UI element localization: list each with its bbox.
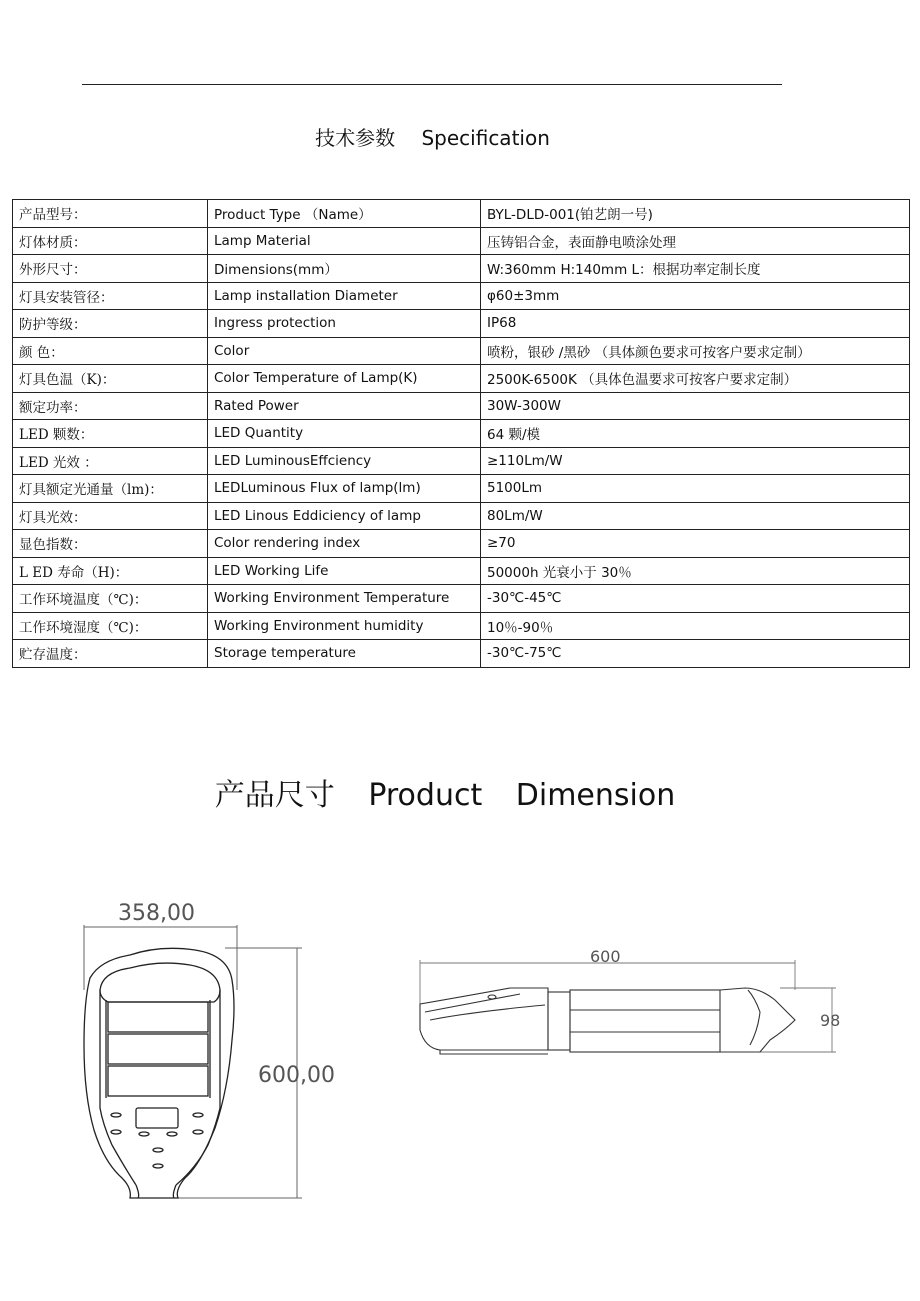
spec-en-label: LED LuminousEffciency bbox=[208, 447, 481, 475]
spec-cn-label: 产品型号： bbox=[13, 200, 208, 228]
spec-value: 64 颗/模 bbox=[481, 420, 910, 448]
spec-en-label: Working Environment humidity bbox=[208, 612, 481, 640]
spec-value: IP68 bbox=[481, 310, 910, 338]
table-row bbox=[13, 557, 910, 585]
spec-cn-label: 灯具光效： bbox=[13, 502, 208, 530]
table-row bbox=[13, 282, 910, 310]
spec-en-label: LEDLuminous Flux of lamp(lm) bbox=[208, 475, 481, 503]
table-row bbox=[13, 227, 910, 255]
spec-cn-label: 颜 色： bbox=[13, 337, 208, 365]
table-row bbox=[13, 337, 910, 365]
spec-cn-label: 额定功率： bbox=[13, 392, 208, 420]
side-length-label: 600 bbox=[590, 947, 621, 966]
table-row bbox=[13, 365, 910, 393]
table-row bbox=[13, 392, 910, 420]
spec-en-label: Working Environment Temperature bbox=[208, 585, 481, 613]
spec-en-label: Dimensions(mm） bbox=[208, 255, 481, 283]
table-row bbox=[13, 310, 910, 338]
spec-value: ≥110Lm/W bbox=[481, 447, 910, 475]
spec-value: BYL-DLD-001(铂艺朗一号) bbox=[481, 200, 910, 228]
spec-title-cn: 技术参数 bbox=[315, 126, 396, 150]
table-row bbox=[13, 255, 910, 283]
spec-value: 5100Lm bbox=[481, 475, 910, 503]
front-height-label: 600,00 bbox=[258, 1063, 335, 1088]
spec-cn-label: 显色指数： bbox=[13, 530, 208, 558]
spec-value: 10％-90％ bbox=[481, 612, 910, 640]
table-row bbox=[13, 502, 910, 530]
spec-cn-label: 灯具色温（K)： bbox=[13, 365, 208, 393]
spec-cn-label: 灯体材质： bbox=[13, 227, 208, 255]
spec-value: 30W-300W bbox=[481, 392, 910, 420]
spec-title bbox=[0, 122, 865, 151]
spec-cn-label: 防护等级： bbox=[13, 310, 208, 338]
spec-en-label: Storage temperature bbox=[208, 640, 481, 668]
spec-table bbox=[12, 199, 910, 668]
table-row bbox=[13, 530, 910, 558]
spec-en-label: Lamp Material bbox=[208, 227, 481, 255]
spec-value: 压铸铝合金，表面静电喷涂处理 bbox=[481, 227, 910, 255]
spec-en-label: Color rendering index bbox=[208, 530, 481, 558]
spec-en-label: Product Type （Name） bbox=[208, 200, 481, 228]
table-row bbox=[13, 200, 910, 228]
spec-value: 50000h 光衰小于 30％ bbox=[481, 557, 910, 585]
spec-en-label: LED Quantity bbox=[208, 420, 481, 448]
dim-title-cn: 产品尺寸 bbox=[214, 778, 335, 813]
spec-value: -30℃-45℃ bbox=[481, 585, 910, 613]
spec-en-label: Color bbox=[208, 337, 481, 365]
table-row bbox=[13, 420, 910, 448]
spec-value: 80Lm/W bbox=[481, 502, 910, 530]
spec-en-label: LED Working Life bbox=[208, 557, 481, 585]
top-rule bbox=[82, 84, 782, 85]
dimension-drawing bbox=[0, 880, 920, 1220]
spec-cn-label: L ED 寿命（H)： bbox=[13, 557, 208, 585]
spec-value: W:360mm H:140mm L：根据功率定制长度 bbox=[481, 255, 910, 283]
spec-cn-label: 工作环境温度（℃)： bbox=[13, 585, 208, 613]
spec-value: ≥70 bbox=[481, 530, 910, 558]
front-view-drawing bbox=[84, 925, 302, 1198]
spec-value: 2500K-6500K （具体色温要求可按客户要求定制） bbox=[481, 365, 910, 393]
spec-cn-label: 外形尺寸： bbox=[13, 255, 208, 283]
spec-cn-label: 灯具安装管径： bbox=[13, 282, 208, 310]
table-row bbox=[13, 612, 910, 640]
spec-cn-label: LED 颗数： bbox=[13, 420, 208, 448]
spec-value: 喷粉，银砂 /黑砂 （具体颜色要求可按客户要求定制） bbox=[481, 337, 910, 365]
spec-en-label: Ingress protection bbox=[208, 310, 481, 338]
side-height-label: 98 bbox=[820, 1011, 841, 1030]
table-row bbox=[13, 640, 910, 668]
dim-title-en1: Product bbox=[368, 778, 483, 813]
table-row bbox=[13, 475, 910, 503]
table-row bbox=[13, 447, 910, 475]
table-row bbox=[13, 585, 910, 613]
dim-title bbox=[0, 770, 890, 814]
spec-en-label: Color Temperature of Lamp(K) bbox=[208, 365, 481, 393]
spec-en-label: LED Linous Eddiciency of lamp bbox=[208, 502, 481, 530]
spec-cn-label: LED 光效 ： bbox=[13, 447, 208, 475]
spec-title-en: Specification bbox=[421, 126, 550, 150]
spec-cn-label: 贮存温度： bbox=[13, 640, 208, 668]
spec-cn-label: 工作环境湿度（℃)： bbox=[13, 612, 208, 640]
spec-en-label: Lamp installation Diameter bbox=[208, 282, 481, 310]
side-view-drawing bbox=[420, 960, 836, 1054]
front-width-label: 358,00 bbox=[118, 901, 195, 926]
spec-cn-label: 灯具额定光通量（lm)： bbox=[13, 475, 208, 503]
spec-en-label: Rated Power bbox=[208, 392, 481, 420]
spec-value: φ60±3mm bbox=[481, 282, 910, 310]
spec-value: -30℃-75℃ bbox=[481, 640, 910, 668]
dim-title-en2: Dimension bbox=[515, 778, 676, 813]
